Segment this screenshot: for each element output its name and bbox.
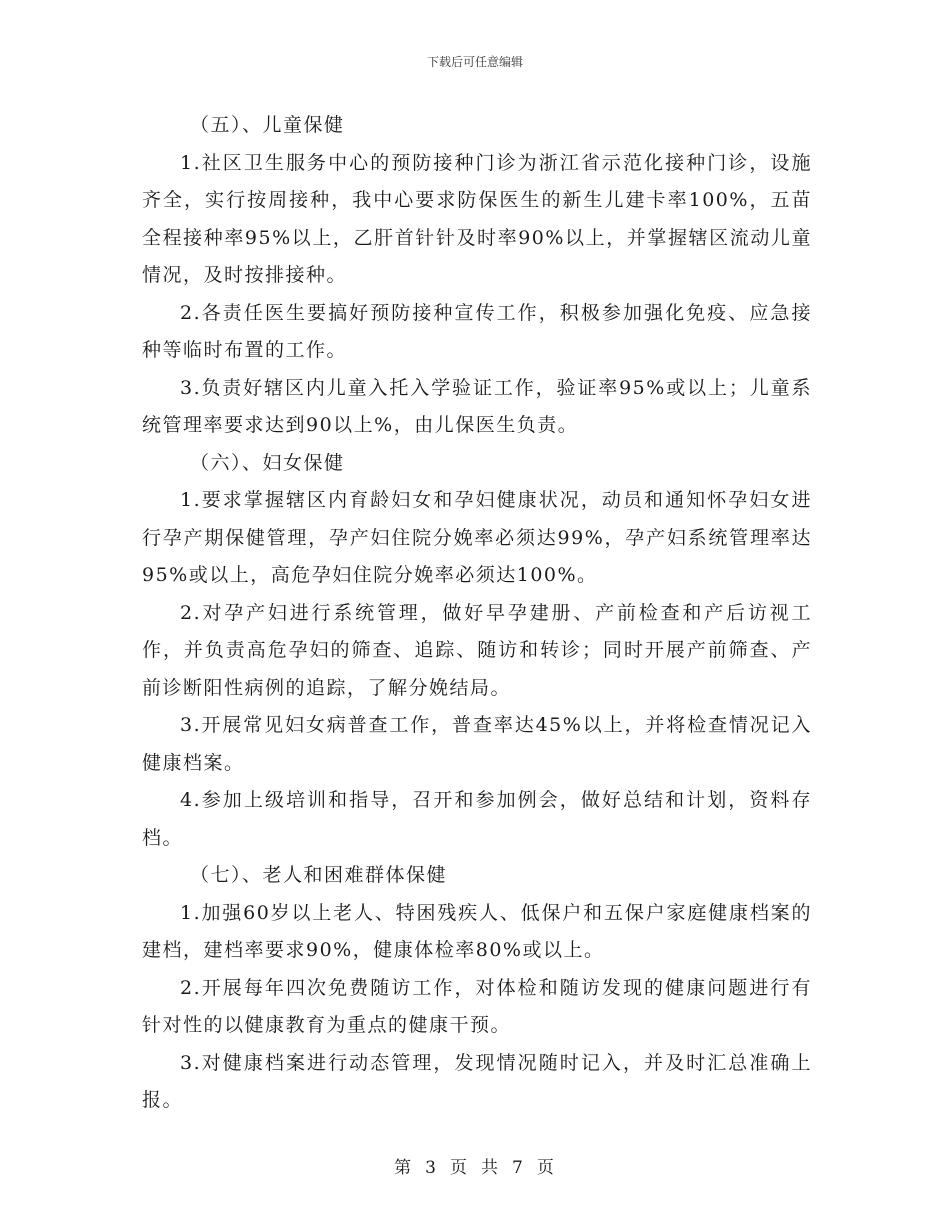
paragraph: 3.对健康档案进行动态管理，发现情况随时记入，并及时汇总准确上报。 (142, 1051, 812, 1111)
paragraph: 1.要求掌握辖区内育龄妇女和孕妇健康状况，动员和通知怀孕妇女进行孕产期保健管理，孕产妇住院分娩率必须达99%，孕产妇系统管理率达95%或以上，高危孕妇住院分娩率必须达100%。 (142, 489, 812, 586)
paragraph: 2.开展每年四次免费随访工作，对体检和随访发现的健康问题进行有针对性的以健康教育为重点的健康干预。 (142, 976, 812, 1036)
footer-total-pages: 7 (512, 1158, 525, 1178)
footer-suffix: 页 (536, 1158, 556, 1178)
paragraph: 1.加强60岁以上老人、特困残疾人、低保户和五保户家庭健康档案的建档，建档率要求90%，健康体检率80%或以上。 (142, 901, 812, 961)
footer-page-number: 3 (425, 1158, 438, 1178)
paragraph: 1.社区卫生服务中心的预防接种门诊为浙江省示范化接种门诊，设施齐全，实行按周接种，我中心要求防保医生的新生儿建卡率100%，五苗全程接种率95%以上，乙肝首针针及时率90%以上，并掌握辖区流动儿童情况，及时按排接种。 (142, 151, 812, 286)
page-footer (0, 1153, 950, 1178)
document-body (142, 107, 812, 1120)
footer-page-label: 页 (450, 1158, 469, 1178)
section-heading: （七）、老人和困难群体保健 (190, 864, 448, 886)
paragraph: 3.负责好辖区内儿童入托入学验证工作，验证率95%或以上；儿童系统管理率要求达到90以上%，由儿保医生负责。 (142, 376, 812, 436)
paragraph: 2.各责任医生要搞好预防接种宣传工作，积极参加强化免疫、应急接种等临时布置的工作。 (142, 301, 812, 361)
footer-total-label: 共 (481, 1158, 500, 1178)
footer-prefix: 第 (394, 1158, 414, 1178)
paragraph: 2.对孕产妇进行系统管理，做好早孕建册、产前检查和产后访视工作，并负责高危孕妇的筛查、追踪、随访和转诊；同时开展产前筛查、产前诊断阳性病例的追踪，了解分娩结局。 (142, 601, 812, 699)
page-header: 下载后可任意编辑 (426, 55, 523, 69)
paragraph: 4.参加上级培训和指导，召开和参加例会，做好总结和计划，资料存档。 (142, 789, 812, 849)
section-heading: （五）、儿童保健 (190, 114, 345, 136)
section-heading: （六）、妇女保健 (190, 451, 345, 474)
paragraph: 3.开展常见妇女病普查工作，普查率达45%以上，并将检查情况记入健康档案。 (142, 714, 812, 774)
